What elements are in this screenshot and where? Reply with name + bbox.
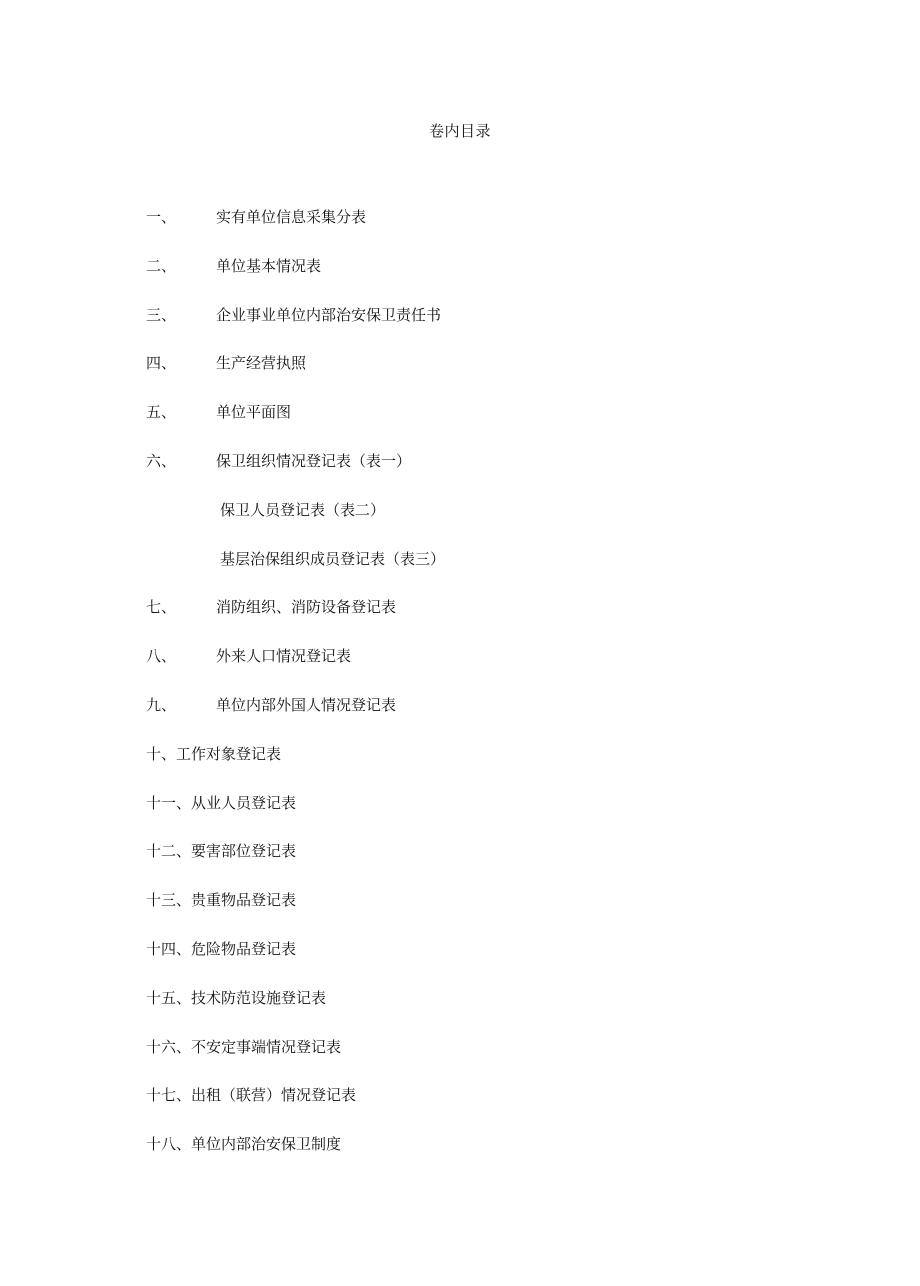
toc-subentry [220,548,445,570]
toc-entry-number: 二、 [146,257,177,275]
toc-entry-number: 十六、 [146,1038,192,1056]
toc-entry-text: 外来人口情况登记表 [216,647,352,665]
toc-entry-text: 实有单位信息采集分表 [216,208,367,226]
toc-entry [146,938,296,960]
toc-entry-text: 单位内部治安保卫制度 [191,1135,342,1153]
toc-entry-text: 保卫人员登记表（表二） [220,501,386,519]
toc-entry-number: 六、 [146,452,177,470]
toc-entry [146,645,351,667]
toc-entry-text: 危险物品登记表 [191,940,297,958]
toc-entry [146,206,366,228]
toc-entry-number: 一、 [146,208,177,226]
toc-entry-number: 九、 [146,696,177,714]
toc-entry-text: 企业事业单位内部治安保卫责任书 [216,306,442,324]
toc-entry [146,1084,356,1106]
toc-entry-text: 单位基本情况表 [216,257,322,275]
toc-entry-number: 十五、 [146,989,192,1007]
toc-entry-number: 三、 [146,306,177,324]
toc-entry-number: 十二、 [146,842,192,860]
toc-entry [146,1133,341,1155]
toc-entry [146,889,296,911]
toc-entry [146,401,291,423]
toc-entry [146,1036,341,1058]
toc-entry [146,840,296,862]
toc-entry-text: 不安定事端情况登记表 [191,1038,342,1056]
toc-entry-number: 八、 [146,647,177,665]
toc-entry-number: 十一、 [146,794,192,812]
toc-entry-text: 消防组织、消防设备登记表 [216,598,397,616]
toc-entry-number: 十七、 [146,1086,192,1104]
toc-entry-number: 十四、 [146,940,192,958]
toc-entry [146,743,281,765]
toc-entry-text: 单位平面图 [216,403,292,421]
document-title: 卷内目录 [428,122,491,140]
toc-entry [146,694,396,716]
toc-entry-number: 十、 [146,745,177,763]
toc-entry-number: 十八、 [146,1135,192,1153]
toc-entry [146,596,396,618]
toc-entry [146,450,411,472]
toc-entry-text: 从业人员登记表 [191,794,297,812]
toc-entry [146,352,306,374]
toc-entry [146,304,441,326]
toc-entry-text: 单位内部外国人情况登记表 [216,696,397,714]
toc-entry-number: 四、 [146,354,177,372]
toc-entry-text: 出租（联营）情况登记表 [191,1086,357,1104]
toc-entry-text: 生产经营执照 [216,354,307,372]
toc-entry [146,255,321,277]
toc-entry-text: 保卫组织情况登记表（表一） [216,452,412,470]
toc-entry-text: 贵重物品登记表 [191,891,297,909]
toc-entry-text: 基层治保组织成员登记表（表三） [220,550,446,568]
toc-subentry [220,499,385,521]
toc-entry [146,987,326,1009]
toc-entry-text: 要害部位登记表 [191,842,297,860]
toc-entry-number: 五、 [146,403,177,421]
toc-entry-text: 技术防范设施登记表 [191,989,327,1007]
toc-entry-number: 七、 [146,598,177,616]
toc-entry-number: 十三、 [146,891,192,909]
toc-entry [146,792,296,814]
toc-entry-text: 工作对象登记表 [176,745,282,763]
